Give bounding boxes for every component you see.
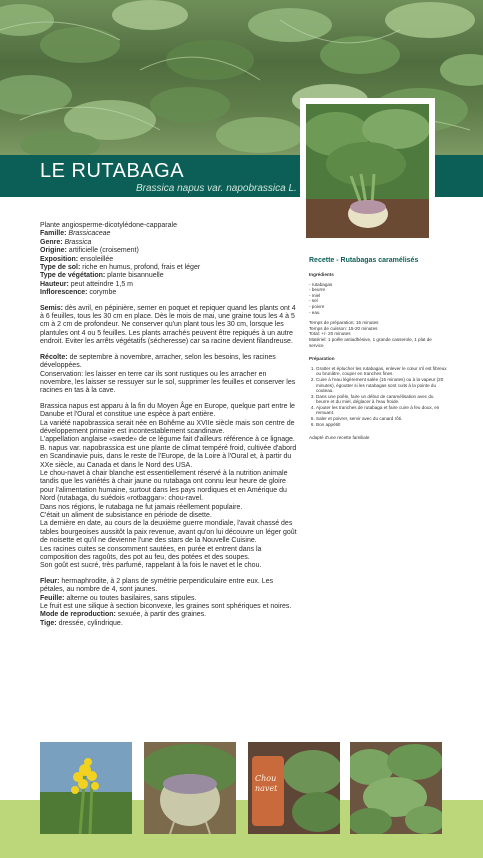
recipe-step: 6. Bon appétit! <box>316 422 447 428</box>
cook-time: Temps de cuisson: 15-20 minutes <box>309 325 378 331</box>
total-time: Total: +/- 20 minutes <box>309 331 351 337</box>
recipe-step: 1. Gratter et éplucher les rutabagas, enlever le cœur s'il est fibreux ou brunâtre, couper en tranches fines. <box>316 366 447 377</box>
ingredients-heading: Ingrédients <box>309 272 334 277</box>
recipe-step: 4. Ajouter les tranches de rutabaga et faire cuire à feu doux, en remuant. <box>316 405 447 416</box>
ingredient-item: - sel <box>309 298 318 304</box>
conservation-paragraph: Conservation: les laisser en terre car ils sont rustiques ou les arracher en novembre, les laisser se ressuyer sur le sol, supprimer les feuilles et conserver les racines en tas à la cave. <box>40 370 296 395</box>
flower-paragraph: Fleur: hermaphrodite, à 2 plans de symétrie perpendiculaire entre eux. Les pétales, au nombre de 4, sont jaunes. <box>40 577 274 594</box>
harvest-paragraph: Récolte: de septembre à novembre, arracher, selon les besoins, les racines développées. <box>40 353 276 370</box>
botanical-name: Brassica napus var. napobrassica L. <box>136 183 297 194</box>
reproduction-paragraph: Mode de reproduction: sexuée, à partir des graines. <box>40 611 207 619</box>
ingredient-item: - miel <box>309 292 321 298</box>
history-paragraph: Brassica napus est apparu à la fin du Moyen Âge en Europe, quelque part entre le Danube et l'Oural et constitue une espèce à part entière. <box>40 402 295 419</box>
history-paragraph: La variété napobrassica serait née en Bohême au XVIIe siècle mais son centre de développement primaire est incontestablement scandinave. <box>40 419 295 435</box>
fruit-paragraph: Le fruit est une silique à section biconvexe, les graines sont sphériques et noires. <box>40 603 292 611</box>
vegetation-line: Type de végétation: plante bisannuelle <box>40 272 164 280</box>
inflorescence-line: Inflorescence: corymbe <box>40 289 117 297</box>
plants-photo <box>350 742 442 834</box>
stem-paragraph: Tige: dressée, cylindrique. <box>40 619 123 627</box>
root-photo <box>144 742 236 834</box>
steps-list <box>309 366 447 428</box>
rutabaga-photo <box>306 104 429 238</box>
history-paragraph: Son goût est sucré, très parfumé, rappelant à la fois le navet et le chou. <box>40 562 262 570</box>
flower-photo <box>40 742 132 834</box>
plant-label-sign: Chou navet <box>255 774 278 793</box>
equipment: Matériel: 1 poêle antiadhésive, 1 grande casserole, 1 plat de service <box>309 336 432 348</box>
leaf-paragraph: Feuille: alterne ou toutes basilaires, sans stipules. <box>40 594 197 602</box>
history-paragraph: L'appellation anglaise «swede» de ce légume fait d'ailleurs référence à ce lignage. <box>40 436 295 444</box>
recipe-source: Adapté d'une recette familiale <box>309 435 370 441</box>
history-paragraph: B. napus var. napobrassica est une plante de climat tempéré froid, cultivée d'abord en Scandinavie puis, dans le reste de l'Europe, de la Loire à l'Oural et, à partir du XXe siècle, au Canada et dans le Nord des USA. <box>40 444 297 469</box>
history-paragraph: Dans nos régions, le rutabaga ne fut jamais réellement populaire. <box>40 503 243 511</box>
history-paragraph: Les racines cuites se consomment sautées, en purée et entrent dans la composition des ragoûts, des pot au feu, des potées et des soupes. <box>40 545 262 562</box>
recipe-box <box>309 256 447 441</box>
recipe-step: 3. Dans une poêle, faire un début de caramélisation avec du beurre et du miel, déglacer à l'eau froide. <box>316 394 447 405</box>
ingredient-item: - beurre <box>309 287 326 293</box>
exposure-line: Exposition: ensoleillée <box>40 255 114 263</box>
height-line: Hauteur: peut atteindre 1,5 m <box>40 280 133 288</box>
ingredient-item: - rutabagas <box>309 281 333 287</box>
history-paragraph: Le chou-navet à chair blanche est essentiellement réservé à la nutrition animale tandis que les variétés à chair jaune ou rutabaga ont connu leur heure de gloire pour l'alimentation humaine, surtout dans les pays nordiques et en Amérique du Nord (rutabaga, du suédois «rotbaggar»: chou-ravel. <box>40 469 288 503</box>
origin-line: Origine: artificielle (croisement) <box>40 247 139 255</box>
ingredient-item: - eau <box>309 309 320 315</box>
recipe-step: 5. Saler et poivrer, servir avec du canard rôti. <box>316 416 447 422</box>
main-text <box>40 222 298 628</box>
garden-label-photo <box>248 742 340 834</box>
ingredient-item: - poivre <box>309 303 325 309</box>
genus-line: Genre: Brassica <box>40 238 92 246</box>
preparation-heading: Préparation <box>309 356 335 362</box>
sowing-paragraph: Semis: dès avril, en pépinière, semer en poquet et repiquer quand les plants ont 4 à 6 feuilles, tous les 30 cm en place. Dès le mois de mai, une graine tous les 4 à 5 cm à 2 cm de profondeur. Ne conserver qu'un plant tous les 30 cm, lorsque les plantules ont 4 ou 5 feuilles. Les plants arrachés peuvent être repiqués à un autre endroit. Eviter les arrêts végétatifs (sécheresse) car sa racine devient filandreuse. <box>40 304 296 346</box>
ingredients-list <box>309 282 447 316</box>
prep-time: Temps de préparation: 15 minutes <box>309 320 379 326</box>
plant-classification: Plante angiosperme-dicotylédone-capparale <box>40 222 177 229</box>
history-paragraph: La dernière en date, au cours de la deuxième guerre mondiale, l'avait chassé des tables bourgeoises aussitôt la paix revenue, avant qu'on lui découvre un léger goût de noisette et qu'il ne devienne l'une des stars de la Nouvelle Cuisine. <box>40 520 297 545</box>
history-paragraph: C'était un aliment de subsistance en période de disette. <box>40 512 212 519</box>
soil-line: Type de sol: riche en humus, profond, frais et léger <box>40 264 201 272</box>
family-line: Famille: Brassicaceae <box>40 230 111 238</box>
page-title: LE RUTABAGA <box>40 160 185 182</box>
recipe-title: Recette - Rutabagas caramélisés <box>309 257 419 264</box>
recipe-step: 2. Cuire à l'eau légèrement salée (15 minutes) ou à la vapeur (20 minutes), égoutter si les rutabagas sont cuits à la pointe du couteau. <box>316 377 447 394</box>
